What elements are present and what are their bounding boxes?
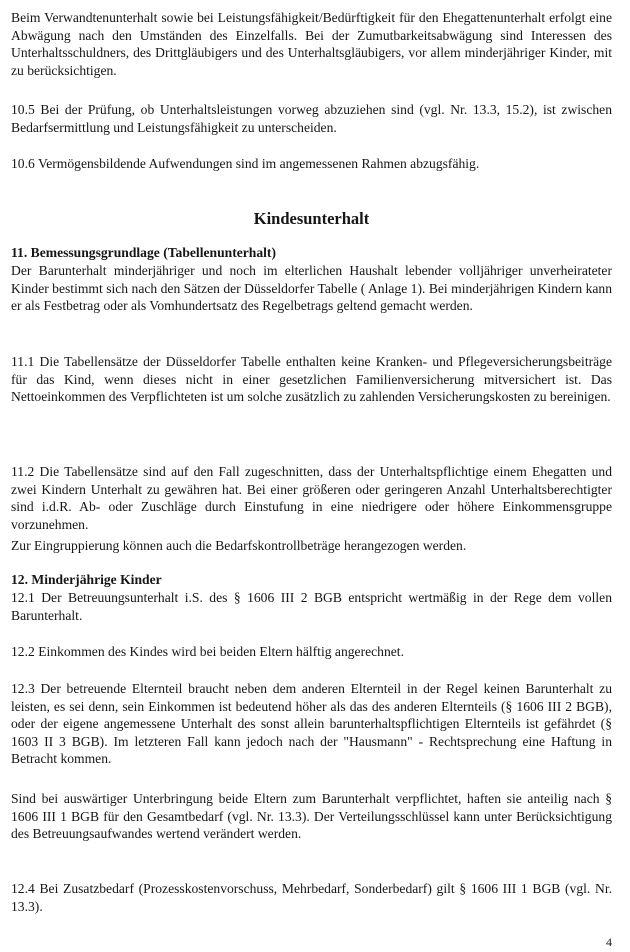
document-page — [11, 0, 612, 952]
page-number: 4 — [606, 935, 612, 949]
paragraph-12-3: 12.3 Der betreuende Elternteil braucht neben dem anderen Elternteil in der Regel keinen Barunterhalt zu leisten, es sei denn, sein Einkommen ist bedeutend höher als das des anderen Elternteils (§ 1606 III 2 BGB), oder der eigene angemessene Unterhalt des sonst allein barunterhaltspflichtigen Elternteils ist gefährdet (§ 1603 II 3 BGB). Im letzteren Fall kann jedoch nach der "Hausmann" - Rechtsprechung eine Haftung in Betracht kommen. — [11, 681, 612, 767]
paragraph-11-3: Zur Eingruppierung können auch die Bedarfskontrollbeträge herangezogen werden. — [11, 538, 467, 553]
paragraph-11-1: 11.1 Die Tabellensätze der Düsseldorfer Tabelle enthalten keine Kranken- und Pflegeversicherungsbeiträge für das Kind, wenn dieses nicht in einer gesetzlichen Familienversicherung mitversichert ist. Das Nettoeinkommen des Verpflichteten ist um solche zusätzlich zu zahlenden Versicherungskosten zu bereinigen. — [11, 354, 612, 405]
heading-12: 12. Minderjährige Kinder — [11, 572, 162, 587]
section-title: Kindesunterhalt — [253, 209, 370, 228]
paragraph-10-5: 10.5 Bei der Prüfung, ob Unterhaltsleistungen vorweg abzuziehen sind (vgl. Nr. 13.3, 15.2), ist zwischen Bedarfsermittlung und Leistungsfähigkeit zu unterscheiden. — [11, 102, 612, 135]
paragraph-12-3b: Sind bei auswärtiger Unterbringung beide Eltern zum Barunterhalt verpflichtet, haften sie anteilig nach § 1606 III 1 BGB für den Gesamtbedarf (vgl. Nr. 13.3). Der Verteilungsschlüssel kann unter Berücksichtigung des Betreuungsaufwandes wertend verändert werden. — [11, 791, 612, 842]
paragraph-12-1: 12.1 Der Betreuungsunterhalt i.S. des § 1606 III 2 BGB entspricht wertmäßig in der Rege dem vollen Barunterhalt. — [11, 590, 612, 623]
heading-11: 11. Bemessungsgrundlage (Tabellenunterhalt) — [11, 245, 276, 260]
paragraph-10-6: 10.6 Vermögensbildende Aufwendungen sind im angemessenen Rahmen abzugsfähig. — [11, 156, 480, 171]
paragraph-intro: Beim Verwandtenunterhalt sowie bei Leistungsfähigkeit/Bedürftigkeit für den Ehegattenunterhalt erfolgt eine Abwägung nach den Umständen des Einzelfalls. Bei der Zumutbarkeitsabwägung sind Interessen des Unterhaltsschuldners, des Drittgläubigers und des Unterhaltsgläubigers, vor allem minderjähriger Kinder, mit zu berücksichtigen. — [11, 10, 612, 78]
paragraph-12-4: 12.4 Bei Zusatzbedarf (Prozesskostenvorschuss, Mehrbedarf, Sonderbedarf) gilt § 1606 III 1 BGB (vgl. Nr. 13.3). — [11, 881, 612, 914]
paragraph-11-2: 11.2 Die Tabellensätze sind auf den Fall zugeschnitten, dass der Unterhaltspflichtige einem Ehegatten und zwei Kindern Unterhalt zu gewähren hat. Bei einer größeren oder geringeren Anzahl Unterhaltsberechtigter sind i.d.R. Ab- oder Zuschläge durch Einstufung in eine niedrigere oder höhere Einkommensgruppe vorzunehmen. — [11, 464, 612, 532]
paragraph-12-2: 12.2 Einkommen des Kindes wird bei beiden Eltern hälftig angerechnet. — [11, 644, 404, 659]
paragraph-11: Der Barunterhalt minderjähriger und noch im elterlichen Haushalt lebender volljähriger unverheirateter Kinder bestimmt sich nach den Sätzen der Düsseldorfer Tabelle ( Anlage 1). Bei minderjährigen Kindern kann er als Festbetrag oder als Vomhundertsatz des Regelbetrags geltend gemacht werden. — [11, 263, 612, 314]
